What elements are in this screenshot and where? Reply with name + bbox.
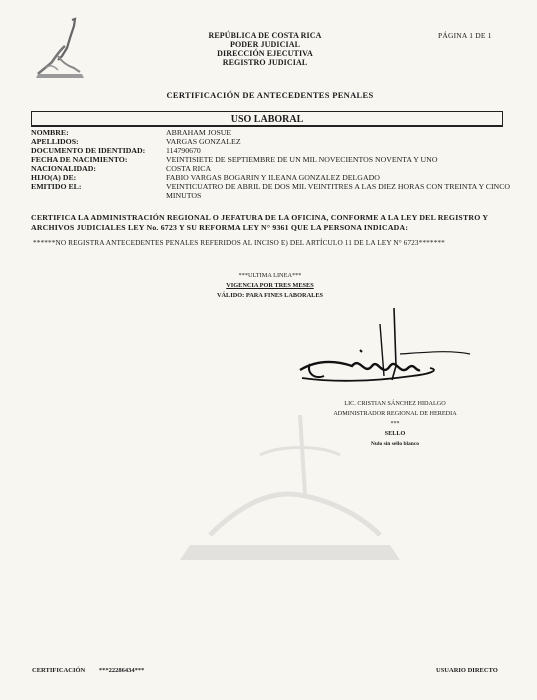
usage-label: USO LABORAL: [230, 114, 304, 125]
validity-notes: [170, 271, 370, 301]
header-line: REGISTRO JUDICIAL: [222, 58, 308, 67]
certificate-number: ***22286434***: [98, 667, 145, 674]
field-label: APELLIDOS:: [31, 137, 79, 146]
field-row-id: [31, 146, 511, 155]
certificate-number-block: [32, 667, 156, 674]
user-type: USUARIO DIRECTO: [436, 667, 498, 674]
field-label: HIJO(A) DE:: [31, 173, 77, 182]
signer-name: LIC. CRISTIAN SÁNCHEZ HIDALGO: [344, 400, 446, 407]
signer-role: ADMINISTRADOR REGIONAL DE HEREDIA: [333, 410, 457, 417]
signer-stars: ***: [390, 421, 400, 427]
judicial-emblem-icon: [32, 16, 90, 82]
usage-box: [31, 111, 503, 127]
seal-label: SELLO: [384, 430, 406, 437]
institution-header: [160, 31, 370, 67]
field-value: 114790670: [166, 146, 201, 155]
header-line: PODER JUDICIAL: [229, 40, 301, 49]
field-value: COSTA RICA: [166, 164, 212, 173]
field-value: VEINTISIETE DE SEPTIEMBRE DE UN MIL NOVECIENTOS NOVENTA Y UNO: [166, 155, 438, 164]
field-row-parents: [31, 173, 511, 182]
field-label: DOCUMENTO DE IDENTIDAD:: [31, 146, 146, 155]
valid-purpose: VÁLIDO: PARA FINES LABORALES: [216, 292, 324, 299]
usage-rule: [32, 125, 502, 126]
header-line: DIRECCIÓN EJECUTIVA: [217, 49, 313, 58]
field-row-nationality: [31, 164, 511, 173]
field-label: NOMBRE:: [31, 128, 69, 137]
field-value: VARGAS GONZALEZ: [166, 137, 241, 146]
signer-block: [300, 399, 490, 449]
page-number: PÁGINA 1 DE 1: [438, 31, 492, 40]
field-value: ABRAHAM JOSUE: [166, 128, 232, 137]
validity-period: VIGENCIA POR TRES MESES: [226, 282, 314, 289]
field-label: FECHA DE NACIMIENTO:: [31, 155, 128, 164]
document-title: CERTIFICACIÓN DE ANTECEDENTES PENALES: [166, 90, 374, 100]
header-line: REPÚBLICA DE COSTA RICA: [208, 31, 322, 40]
field-row-name: [31, 128, 511, 137]
seal-note: Nulo sin sello blanco: [370, 441, 420, 447]
certification-statement: CERTIFICA LA ADMINISTRACIÓN REGIONAL O JEFATURA DE LA OFICINA, CONFORME A LA LEY DEL REGISTRO Y ARCHIVOS JUDICIALES LEY No. 6723 Y SU REFORMA LEY N° 9361 QUE LA PERSONA INDICADA:: [31, 213, 488, 232]
last-line-marker: ***ULTIMA LINEA***: [238, 272, 302, 279]
field-row-surnames: [31, 137, 511, 146]
field-row-birthdate: [31, 155, 511, 164]
field-value: VEINTICUATRO DE ABRIL DE DOS MIL VEINTITRES A LAS DIEZ HORAS CON TREINTA Y CINCO MINUTOS: [166, 182, 511, 200]
field-row-issued: [31, 182, 511, 200]
certificate-label: CERTIFICACIÓN: [32, 667, 86, 674]
field-label: NACIONALIDAD:: [31, 164, 96, 173]
personal-data: [31, 128, 511, 200]
field-label: EMITIDO EL:: [31, 182, 82, 191]
handwritten-signature: [280, 306, 480, 398]
record-result: ******NO REGISTRA ANTECEDENTES PENALES REFERIDOS AL INCISO E) DEL ARTÍCULO 11 DE LA LEY N° 6723*******: [33, 238, 445, 247]
field-value: FABIO VARGAS BOGARIN Y ILEANA GONZALEZ DELGADO: [166, 173, 380, 182]
